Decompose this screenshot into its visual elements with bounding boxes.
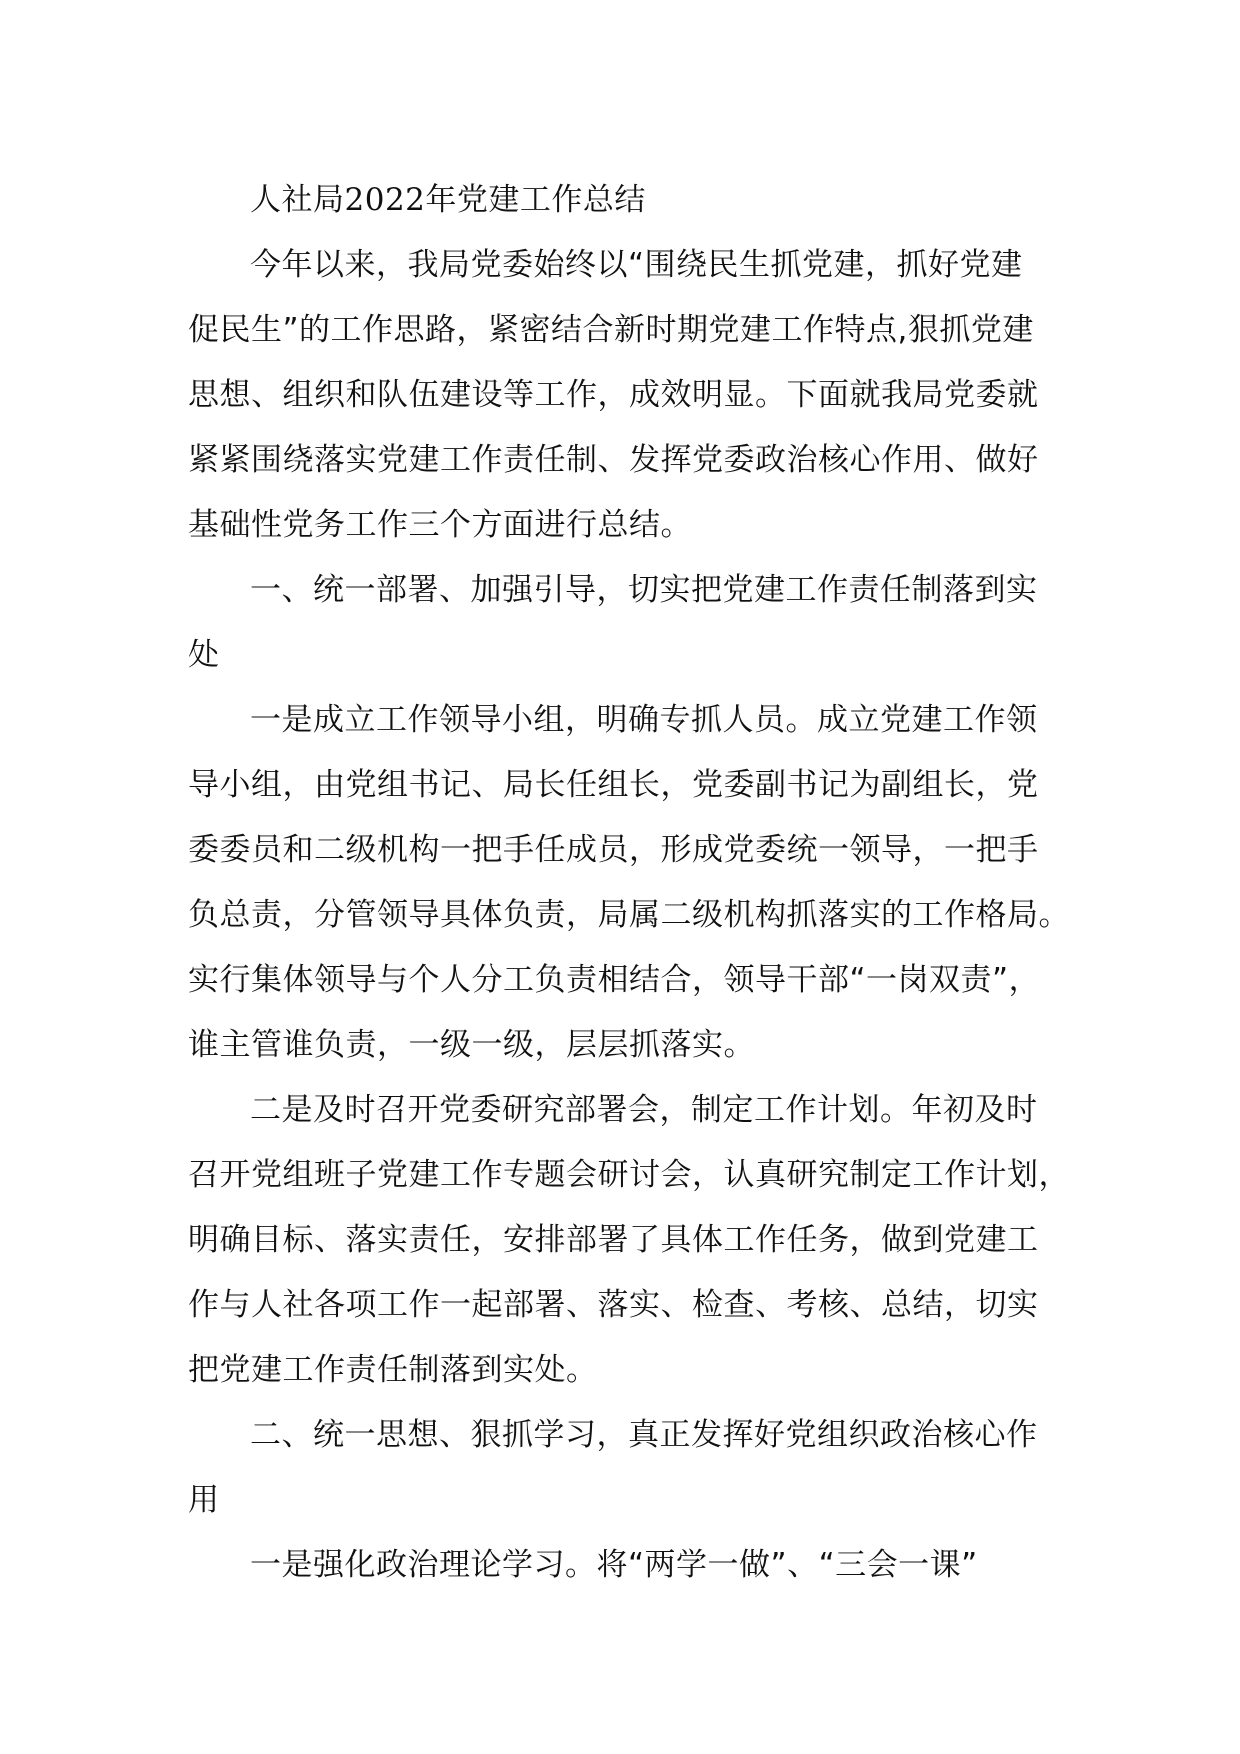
text-line: 负总责，分管领导具体负责，局属二级机构抓落实的工作格局。 (188, 897, 1070, 933)
text-line: 今年以来，我局党委始终以“围绕民生抓党建，抓好党建 (250, 247, 1023, 283)
text-line: 促民生”的工作思路，紧密结合新时期党建工作特点,狠抓党建 (188, 312, 1034, 348)
text-line: 作与人社各项工作一起部署、落实、检查、考核、总结，切实 (188, 1287, 1039, 1323)
text-line: 实行集体领导与个人分工负责相结合，领导干部“一岗双责”， (188, 962, 1041, 998)
text-line: 二、统一思想、狠抓学习，真正发挥好党组织政治核心作 (250, 1417, 1038, 1453)
title-year: 2022 (344, 182, 426, 218)
text-line: 处 (188, 637, 220, 673)
document-body (188, 168, 1088, 1598)
text-line: 一、统一部署、加强引导，切实把党建工作责任制落到实 (250, 572, 1038, 608)
title-prefix: 人社局 (250, 182, 345, 218)
document-title (188, 168, 1088, 233)
document-text (188, 233, 1088, 1598)
text-line: 思想、组织和队伍建设等工作，成效明显。下面就我局党委就 (188, 377, 1039, 413)
text-line: 委委员和二级机构一把手任成员，形成党委统一领导，一把手 (188, 832, 1039, 868)
text-line: 基础性党务工作三个方面进行总结。 (188, 507, 692, 543)
title-suffix: 年党建工作总结 (425, 182, 646, 218)
text-line: 用 (188, 1482, 220, 1518)
text-line: 把党建工作责任制落到实处。 (188, 1352, 598, 1388)
text-line: 导小组，由党组书记、局长任组长，党委副书记为副组长，党 (188, 767, 1039, 803)
text-line: 谁主管谁负责，一级一级，层层抓落实。 (188, 1027, 755, 1063)
text-line: 一是强化政治理论学习。将“两学一做”、“三会一课” (250, 1547, 978, 1583)
text-line: 明确目标、落实责任，安排部署了具体工作任务，做到党建工 (188, 1222, 1039, 1258)
text-line: 一是成立工作领导小组，明确专抓人员。成立党建工作领 (250, 702, 1038, 738)
text-line: 紧紧围绕落实党建工作责任制、发挥党委政治核心作用、做好 (188, 442, 1039, 478)
text-line: 二是及时召开党委研究部署会，制定工作计划。年初及时 (250, 1092, 1038, 1128)
text-line: 召开党组班子党建工作专题会研讨会，认真研究制定工作计划， (188, 1157, 1070, 1193)
